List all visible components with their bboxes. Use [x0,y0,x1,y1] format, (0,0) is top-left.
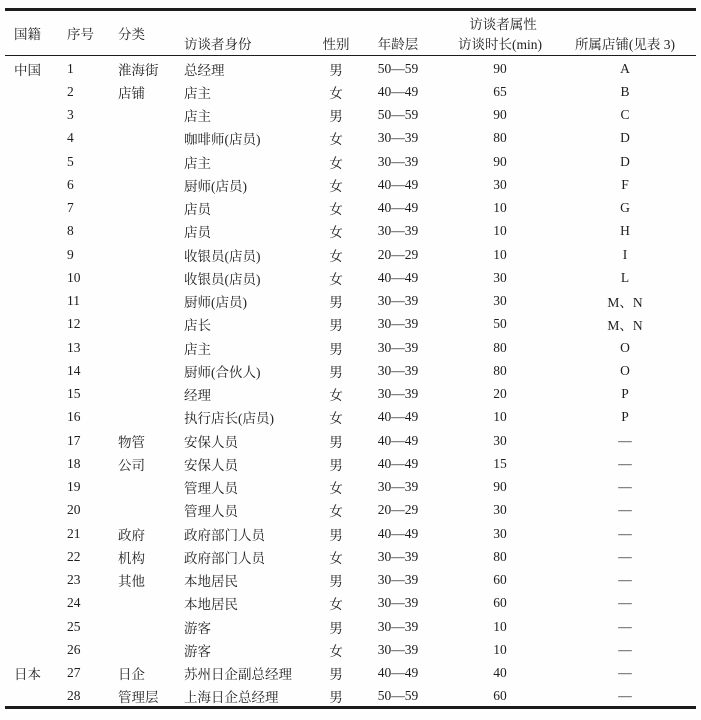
cell-shop: — [618,502,632,518]
cell-no: 2 [67,83,74,99]
table-row [0,406,701,429]
table-row [0,452,701,475]
cell-no: 13 [67,339,81,355]
cell-shop: F [621,176,629,192]
header-identity: 访谈者身份 [184,37,252,52]
cell-category: 管理层 [118,690,159,706]
cell-duration: 10 [493,200,507,216]
cell-shop: B [620,83,630,99]
cell-no: 8 [67,223,74,239]
cell-duration: 10 [493,246,507,262]
cell-gender: 女 [329,178,343,194]
bottom-rule [5,706,696,709]
cell-shop: P [621,386,629,402]
header-spacer [110,33,176,53]
cell-category: 淮海街 [118,62,159,78]
cell-age: 30—39 [377,479,419,495]
cell-duration: 20 [493,386,507,402]
cell-identity: 店主 [184,109,211,125]
cell-age: 40—49 [377,432,419,448]
cell-duration: 30 [493,293,507,309]
cell-duration: 90 [493,479,507,495]
cell-duration: 10 [493,618,507,634]
cell-identity: 店主 [184,155,211,171]
cell-category: 物管 [118,434,145,450]
table-row [0,685,701,708]
cell-age: 20—29 [377,246,419,262]
table-row [0,569,701,592]
cell-duration: 90 [493,60,507,76]
cell-no: 20 [67,502,81,518]
cell-identity: 管理人员 [184,504,238,520]
cell-identity: 上海日企总经理 [184,690,279,706]
cell-shop: — [618,595,632,611]
cell-no: 24 [67,595,81,611]
cell-age: 30—39 [377,386,419,402]
cell-shop: I [622,246,628,262]
cell-age: 30—39 [377,362,419,378]
cell-shop: C [620,107,630,123]
cell-age: 50—59 [377,60,419,76]
cell-gender: 男 [329,364,343,380]
cell-duration: 80 [493,362,507,378]
cell-shop: A [620,60,630,76]
cell-duration: 30 [493,525,507,541]
cell-identity: 店员 [184,225,211,241]
cell-nationality: 日本 [14,667,41,683]
cell-no: 4 [67,130,74,146]
cell-identity: 厨师(店员) [184,178,247,194]
cell-no: 28 [67,688,81,704]
table-row [0,150,701,173]
table-row [0,499,701,522]
cell-age: 40—49 [377,176,419,192]
table-row [0,359,701,382]
cell-age: 30—39 [377,293,419,309]
cell-shop: — [618,641,632,657]
cell-age: 40—49 [377,665,419,681]
cell-no: 3 [67,107,74,123]
table-row [0,80,701,103]
cell-no: 9 [67,246,74,262]
cell-duration: 30 [493,269,507,285]
cell-duration: 60 [493,572,507,588]
cell-identity: 游客 [184,620,211,636]
cell-no: 1 [67,60,74,76]
cell-duration: 90 [493,153,507,169]
cell-no: 21 [67,525,81,541]
cell-gender: 男 [329,690,343,706]
cell-duration: 80 [493,548,507,564]
cell-identity: 店主 [184,85,211,101]
cell-age: 30—39 [377,618,419,634]
cell-identity: 咖啡师(店员) [184,132,261,148]
cell-age: 40—49 [377,409,419,425]
cell-shop: P [621,409,629,425]
cell-no: 6 [67,176,74,192]
cell-gender: 男 [329,295,343,311]
cell-no: 16 [67,409,81,425]
cell-age: 40—49 [377,525,419,541]
cell-gender: 女 [329,271,343,287]
cell-duration: 60 [493,595,507,611]
table-row [0,313,701,336]
cell-duration: 30 [493,176,507,192]
cell-age: 30—39 [377,153,419,169]
cell-duration: 30 [493,432,507,448]
cell-age: 40—49 [377,455,419,471]
cell-gender: 女 [329,504,343,520]
table-row [0,243,701,266]
table-row [0,592,701,615]
cell-duration: 10 [493,223,507,239]
cell-no: 5 [67,153,74,169]
cell-duration: 10 [493,409,507,425]
table-row [0,638,701,661]
cell-age: 50—59 [377,107,419,123]
cell-nationality: 中国 [14,62,41,78]
cell-category: 机构 [118,550,145,566]
table-row [0,57,701,80]
table-row [0,290,701,313]
cell-age: 20—29 [377,502,419,518]
header-gender: 性别 [322,37,350,52]
cell-gender: 男 [329,574,343,590]
cell-gender: 女 [329,155,343,171]
cell-no: 14 [67,362,81,378]
cell-shop: — [618,572,632,588]
cell-shop: O [620,339,630,355]
cell-shop: H [620,223,630,239]
header-group-attributes: 访谈者属性 [469,17,537,32]
table-row [0,173,701,196]
table-row [0,615,701,638]
cell-age: 30—39 [377,595,419,611]
table-row [0,383,701,406]
cell-identity: 管理人员 [184,481,238,497]
header-spacer [62,33,110,53]
cell-gender: 男 [329,341,343,357]
cell-identity: 本地居民 [184,574,238,590]
cell-duration: 30 [493,502,507,518]
cell-identity: 政府部门人员 [184,527,265,543]
cell-gender: 女 [329,550,343,566]
cell-no: 27 [67,665,81,681]
cell-shop: — [618,479,632,495]
table-row [0,266,701,289]
cell-duration: 50 [493,316,507,332]
cell-duration: 90 [493,107,507,123]
cell-identity: 总经理 [184,62,225,78]
cell-identity: 安保人员 [184,434,238,450]
cell-no: 17 [67,432,81,448]
cell-duration: 15 [493,455,507,471]
table-row [0,662,701,685]
table-row [0,336,701,359]
cell-gender: 男 [329,62,343,78]
cell-shop: — [618,665,632,681]
cell-no: 12 [67,316,81,332]
cell-duration: 80 [493,130,507,146]
table-row [0,127,701,150]
cell-no: 22 [67,548,81,564]
cell-no: 7 [67,200,74,216]
cell-gender: 男 [329,527,343,543]
cell-gender: 男 [329,457,343,473]
cell-age: 30—39 [377,223,419,239]
table-row [0,104,701,127]
cell-shop: L [620,269,630,285]
cell-age: 30—39 [377,339,419,355]
cell-gender: 女 [329,481,343,497]
cell-gender: 女 [329,225,343,241]
cell-identity: 安保人员 [184,457,238,473]
cell-duration: 80 [493,339,507,355]
header-duration: 访谈时长(min) [458,37,542,52]
cell-identity: 收银员(店员) [184,271,261,287]
cell-no: 18 [67,455,81,471]
cell-category: 其他 [118,574,145,590]
cell-no: 26 [67,641,81,657]
cell-shop: — [618,525,632,541]
cell-identity: 经理 [184,388,211,404]
cell-shop: — [618,455,632,471]
cell-identity: 收银员(店员) [184,248,261,264]
cell-duration: 10 [493,641,507,657]
cell-category: 店铺 [118,85,145,101]
cell-shop: D [620,153,630,169]
header-divider-rule [5,55,696,56]
cell-identity: 政府部门人员 [184,550,265,566]
cell-age: 30—39 [377,572,419,588]
cell-identity: 店主 [184,341,211,357]
cell-age: 30—39 [377,316,419,332]
cell-category: 公司 [118,457,145,473]
cell-identity: 厨师(店员) [184,295,247,311]
cell-age: 30—39 [377,548,419,564]
cell-identity: 苏州日企副总经理 [184,667,292,683]
cell-shop: — [618,432,632,448]
cell-identity: 游客 [184,643,211,659]
cell-gender: 女 [329,411,343,427]
cell-age: 30—39 [377,641,419,657]
cell-gender: 男 [329,620,343,636]
table-row [0,197,701,220]
cell-gender: 女 [329,597,343,613]
cell-gender: 女 [329,202,343,218]
cell-shop: G [620,200,630,216]
header-age: 年龄层 [377,37,419,52]
cell-shop: D [620,130,630,146]
header-row-columns [0,33,701,53]
cell-identity: 厨师(合伙人) [184,364,261,380]
cell-identity: 店员 [184,202,211,218]
header-shop: 所属店铺(见表 3) [574,37,676,52]
cell-gender: 女 [329,643,343,659]
table-row [0,545,701,568]
cell-shop: M、N [607,295,643,311]
cell-shop: — [618,618,632,634]
cell-gender: 女 [329,248,343,264]
table-row [0,220,701,243]
cell-age: 40—49 [377,83,419,99]
table-row [0,429,701,452]
table-body [0,57,701,708]
cell-shop: O [620,362,630,378]
cell-no: 10 [67,269,81,285]
cell-no: 25 [67,618,81,634]
table-header [0,10,701,55]
cell-gender: 男 [329,667,343,683]
cell-age: 40—49 [377,269,419,285]
cell-category: 日企 [118,667,145,683]
cell-no: 23 [67,572,81,588]
table-row [0,522,701,545]
header-spacer [14,33,62,53]
cell-age: 30—39 [377,130,419,146]
header-nationality: 国籍 [14,26,41,42]
cell-gender: 男 [329,318,343,334]
cell-gender: 女 [329,132,343,148]
cell-duration: 40 [493,665,507,681]
cell-gender: 女 [329,388,343,404]
cell-gender: 男 [329,434,343,450]
cell-no: 11 [67,293,80,309]
cell-gender: 男 [329,109,343,125]
header-no: 序号 [67,26,94,42]
header-category: 分类 [118,26,145,42]
cell-identity: 店长 [184,318,211,334]
cell-duration: 60 [493,688,507,704]
cell-shop: M、N [607,318,643,334]
cell-duration: 65 [493,83,507,99]
cell-no: 19 [67,479,81,495]
cell-gender: 女 [329,85,343,101]
cell-no: 15 [67,386,81,402]
table-row [0,476,701,499]
cell-shop: — [618,688,632,704]
cell-identity: 本地居民 [184,597,238,613]
cell-category: 政府 [118,527,145,543]
cell-shop: — [618,548,632,564]
cell-age: 50—59 [377,688,419,704]
cell-identity: 执行店长(店员) [184,411,274,427]
cell-age: 40—49 [377,200,419,216]
